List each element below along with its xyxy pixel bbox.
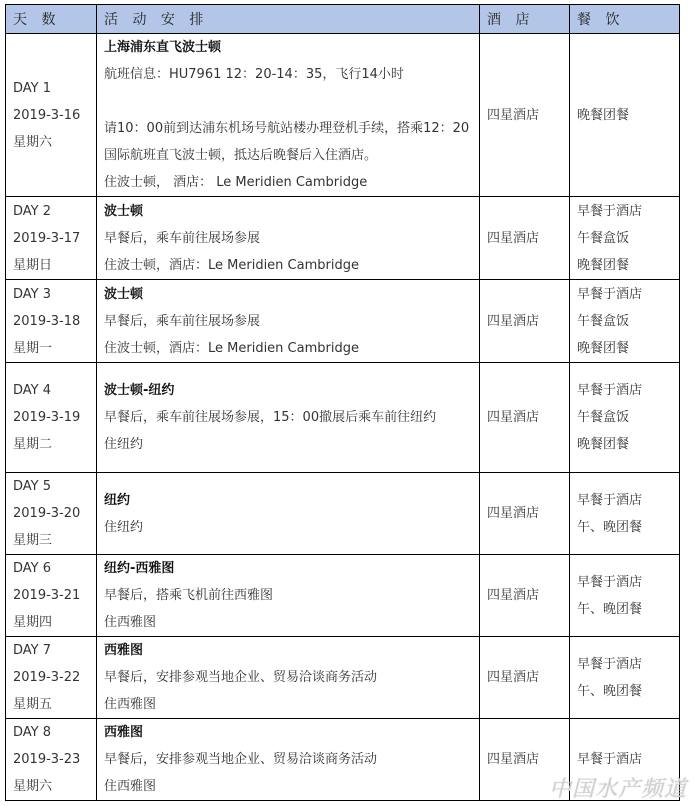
day-cell: [6, 555, 97, 637]
meal-line: 晚餐团餐: [577, 257, 630, 273]
meal-cell: [570, 363, 680, 473]
meal-line: 晚餐团餐: [577, 437, 630, 452]
header-activity: 活 动 安 排: [97, 5, 480, 34]
activity-cell: [97, 363, 480, 473]
activity-title: 波士顿: [104, 286, 144, 302]
date-label: 2019-3-18: [13, 313, 81, 329]
day-label: DAY 8: [13, 725, 52, 740]
activity-line: 早餐后，乘车前往展场参展: [104, 313, 261, 329]
date-label: 2019-3-19: [13, 410, 81, 425]
day-cell: [6, 280, 97, 363]
meal-cell: [570, 197, 680, 280]
meal-line: 午餐盒饭: [577, 230, 630, 246]
hotel-cell: 四星酒店: [480, 473, 570, 555]
activity-title: 西雅图: [104, 725, 144, 740]
day-label: DAY 4: [13, 383, 52, 398]
header-meal: 餐 饮: [570, 5, 680, 34]
activity-line: 住波士顿，酒店：Le Meridien Cambridge: [104, 257, 359, 273]
activity-title: 波士顿: [104, 203, 144, 219]
activity-cell: [97, 555, 480, 637]
header-day: 天 数: [6, 5, 97, 34]
date-label: 2019-3-17: [13, 230, 81, 246]
day-cell: [6, 637, 97, 719]
day-label: DAY 2: [13, 203, 52, 219]
activity-title: 波士顿-纽约: [104, 383, 175, 398]
day-cell: [6, 197, 97, 280]
date-label: 2019-3-21: [13, 588, 81, 603]
activity-line: 航班信息：HU7961 12：20-14：35，飞行14小时: [104, 67, 404, 82]
weekday-label: 星期一: [13, 340, 53, 356]
meal-line: 午餐盒饭: [577, 410, 630, 425]
weekday-label: 星期三: [13, 533, 53, 548]
meal-line: 早餐于酒店: [577, 383, 643, 398]
day-cell: [6, 473, 97, 555]
activity-cell: [97, 280, 480, 363]
table-row: [6, 280, 680, 363]
date-label: 2019-3-23: [13, 752, 81, 767]
activity-line: 早餐后，乘车前往展场参展: [104, 230, 261, 246]
hotel-cell: 四星酒店: [480, 363, 570, 473]
day-label: DAY 6: [13, 561, 52, 576]
header-hotel: 酒 店: [480, 5, 570, 34]
table-row: [6, 197, 680, 280]
hotel-cell: 四星酒店: [480, 34, 570, 197]
meal-cell: [570, 34, 680, 197]
day-label: DAY 5: [13, 479, 52, 494]
weekday-label: 星期四: [13, 615, 53, 630]
table-row: [6, 363, 680, 473]
meal-line: 早餐于酒店: [577, 574, 643, 590]
meal-line: 早餐于酒店: [577, 752, 643, 767]
meal-cell: [570, 280, 680, 363]
activity-line: 请10：00前到达浦东机场号航站楼办理登机手续，搭乘12：20国际航班直飞波士顿，抵达后晚餐后入住酒店。: [104, 121, 470, 163]
table-row: [6, 34, 680, 197]
itinerary-table: [5, 4, 680, 801]
activity-line: 住西雅图: [104, 697, 157, 712]
weekday-label: 星期五: [13, 697, 53, 712]
meal-line: 早餐于酒店: [577, 492, 643, 508]
meal-line: 午、晚团餐: [577, 683, 643, 699]
day-label: DAY 1: [13, 80, 52, 96]
table-row: [6, 637, 680, 719]
hotel-cell: 四星酒店: [480, 719, 570, 801]
activity-title: 纽约: [104, 492, 131, 508]
hotel-cell: 四星酒店: [480, 637, 570, 719]
meal-line: 晚餐团餐: [577, 340, 630, 356]
activity-line: 住波士顿，酒店：Le Meridien Cambridge: [104, 340, 359, 356]
date-label: 2019-3-22: [13, 670, 81, 685]
activity-cell: [97, 637, 480, 719]
weekday-label: 星期二: [13, 437, 53, 452]
activity-cell: [97, 34, 480, 197]
activity-line: 住西雅图: [104, 779, 157, 794]
weekday-label: 星期六: [13, 134, 53, 150]
activity-line: 早餐后，搭乘飞机前往西雅图: [104, 588, 274, 603]
meal-line: 午餐盒饭: [577, 313, 630, 329]
day-cell: [6, 34, 97, 197]
header-row: [6, 5, 680, 34]
activity-title: 纽约-西雅图: [104, 561, 175, 576]
meal-line: 早餐于酒店: [577, 203, 643, 219]
date-label: 2019-3-20: [13, 506, 81, 521]
activity-line: 住波士顿， 酒店： Le Meridien Cambridge: [104, 175, 368, 190]
watermark: 中国水产频道: [548, 777, 687, 802]
activity-line: 住纽约: [104, 519, 144, 535]
meal-line: 晚餐团餐: [577, 107, 630, 123]
activity-cell: [97, 197, 480, 280]
activity-title: 西雅图: [104, 643, 144, 658]
activity-cell: [97, 719, 480, 801]
activity-title: 上海浦东直飞波士顿: [104, 40, 222, 55]
activity-line: 住西雅图: [104, 615, 157, 630]
meal-cell: [570, 555, 680, 637]
day-cell: [6, 719, 97, 801]
meal-line: 早餐于酒店: [577, 656, 643, 672]
activity-line: 早餐后，安排参观当地企业、贸易洽谈商务活动: [104, 752, 378, 767]
hotel-cell: 四星酒店: [480, 197, 570, 280]
table-row: [6, 555, 680, 637]
hotel-cell: 四星酒店: [480, 280, 570, 363]
day-label: DAY 7: [13, 643, 52, 658]
meal-cell: [570, 637, 680, 719]
meal-line: 午、晚团餐: [577, 519, 643, 535]
date-label: 2019-3-16: [13, 107, 81, 123]
activity-line: 早餐后，安排参观当地企业、贸易洽谈商务活动: [104, 670, 378, 685]
meal-line: 午、晚团餐: [577, 601, 643, 617]
meal-cell: [570, 473, 680, 555]
activity-line: 住纽约: [104, 437, 144, 452]
day-cell: [6, 363, 97, 473]
activity-cell: [97, 473, 480, 555]
meal-line: 早餐于酒店: [577, 286, 643, 302]
day-label: DAY 3: [13, 286, 52, 302]
hotel-cell: 四星酒店: [480, 555, 570, 637]
table-row: [6, 473, 680, 555]
weekday-label: 星期六: [13, 779, 53, 794]
weekday-label: 星期日: [13, 257, 53, 273]
activity-line: 早餐后，乘车前往展场参展，15：00撤展后乘车前往纽约: [104, 410, 437, 425]
